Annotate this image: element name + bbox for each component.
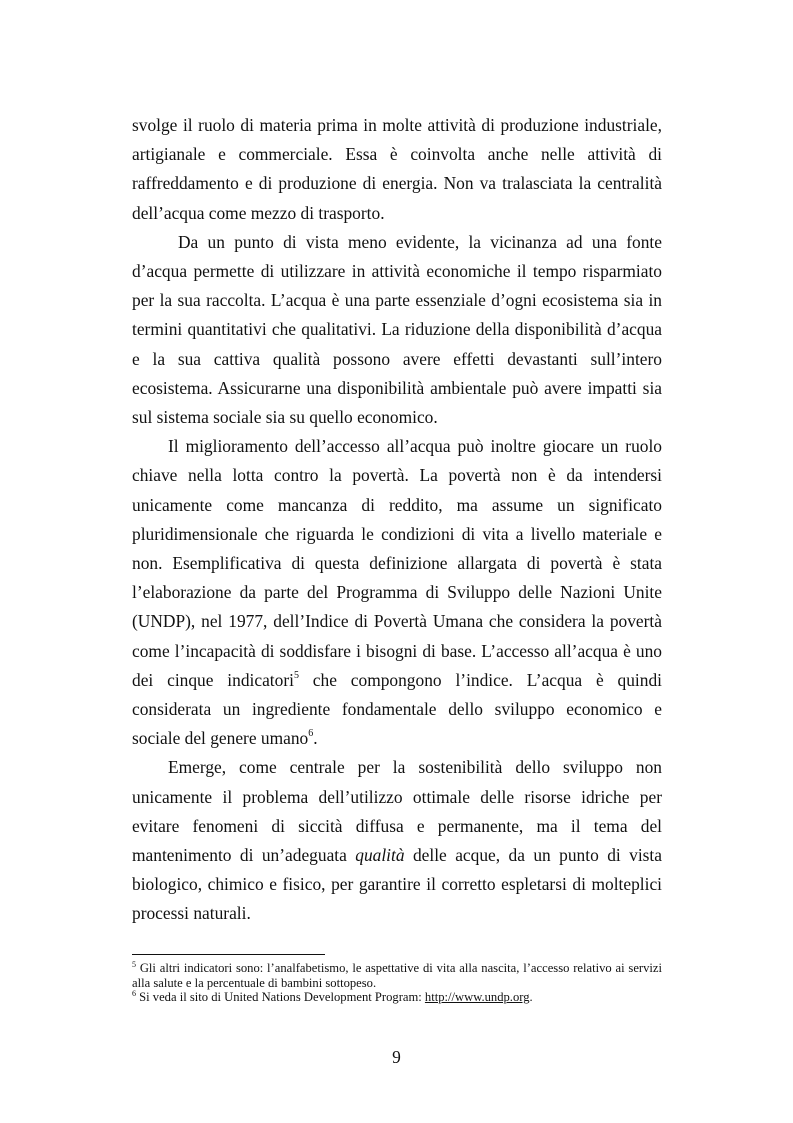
emphasis-qualita: qualità [355,845,405,866]
page-number: 9 [392,1047,401,1067]
paragraph-2: Da un punto di vista meno evidente, la vicinanza ad una fonte d’acqua permette di utilizzare in attività economiche il tempo risparmiato per la sua raccolta. L’acqua è una parte essenziale d’ogni ecosistema sia in termini quantitativi che qualitativi. La riduzione della disponibilità d’acqua e la sua cattiva qualità possono avere effetti devastanti sull’intero ecosistema. Assicurarne una disponibilità ambientale può avere impatti sia sul sistema sociale sia su quello economico. [132,231,662,428]
paragraph-1: svolge il ruolo di materia prima in molte attività di produzione industriale, artigianale e commerciale. Essa è coinvolta anche nelle attività di raffreddamento e di produzione di energia. Non va tralasciata la centralità dell’acqua come mezzo di trasporto. [132,115,662,223]
paragraph-3: Il miglioramento dell’accesso all’acqua può inoltre giocare un ruolo chiave nella lotta contro la povertà. La povertà non è da intendersi unicamente come mancanza di reddito, ma assume un significato pluridimensionale che riguarda le condizioni di vita a livello materiale e non. Esemplificativa di questa definizione allargata di povertà è stata l’elaborazione da parte del Programma di Sviluppo delle Nazioni Unite (UNDP), nel 1977, dell’Indice di Povertà Umana che considera la povertà come l’incapacità di soddisfare i bisogni di base. L’accesso all’acqua è uno dei cinque indicatori$^5$ che compongono l’indice. L’acqua è quindi considerata un ingrediente fondamentale dello sviluppo economico e sociale del genere umano$^6$. [132,436,662,749]
footnotes [132,961,662,1005]
footnote-ref-5[interactable]: 5 [293,669,299,681]
paragraph-4: Emerge, come centrale per la sostenibilità dello sviluppo non unicamente il problema dell’utilizzo ottimale delle risorse idriche per evitare fenomeni di siccità diffusa e permanente, ma il tema del mantenimento di un’adeguata qualità delle acque, da un punto di vista biologico, chimico e fisico, per garantire il corretto espletarsi di molteplici processi naturali. [132,757,662,924]
undp-link[interactable]: http://www.undp.org [424,990,530,1005]
footnote-6: $^6$ Si veda il sito di United Nations Development Program: http://www.undp.org. [132,989,533,1005]
footnote-ref-6[interactable]: 6 [308,728,314,740]
footnote-separator [132,954,325,955]
footnote-number-5: 5 [132,960,136,969]
footnote-5: $^5$ Gli altri indicatori sono: l’analfabetismo, le aspettative di vita alla nascita, l’accesso relativo ai servizi alla salute e la percentuale di bambini sottopeso. [132,960,662,990]
main-text [132,111,662,929]
footnote-number-6: 6 [132,989,136,999]
